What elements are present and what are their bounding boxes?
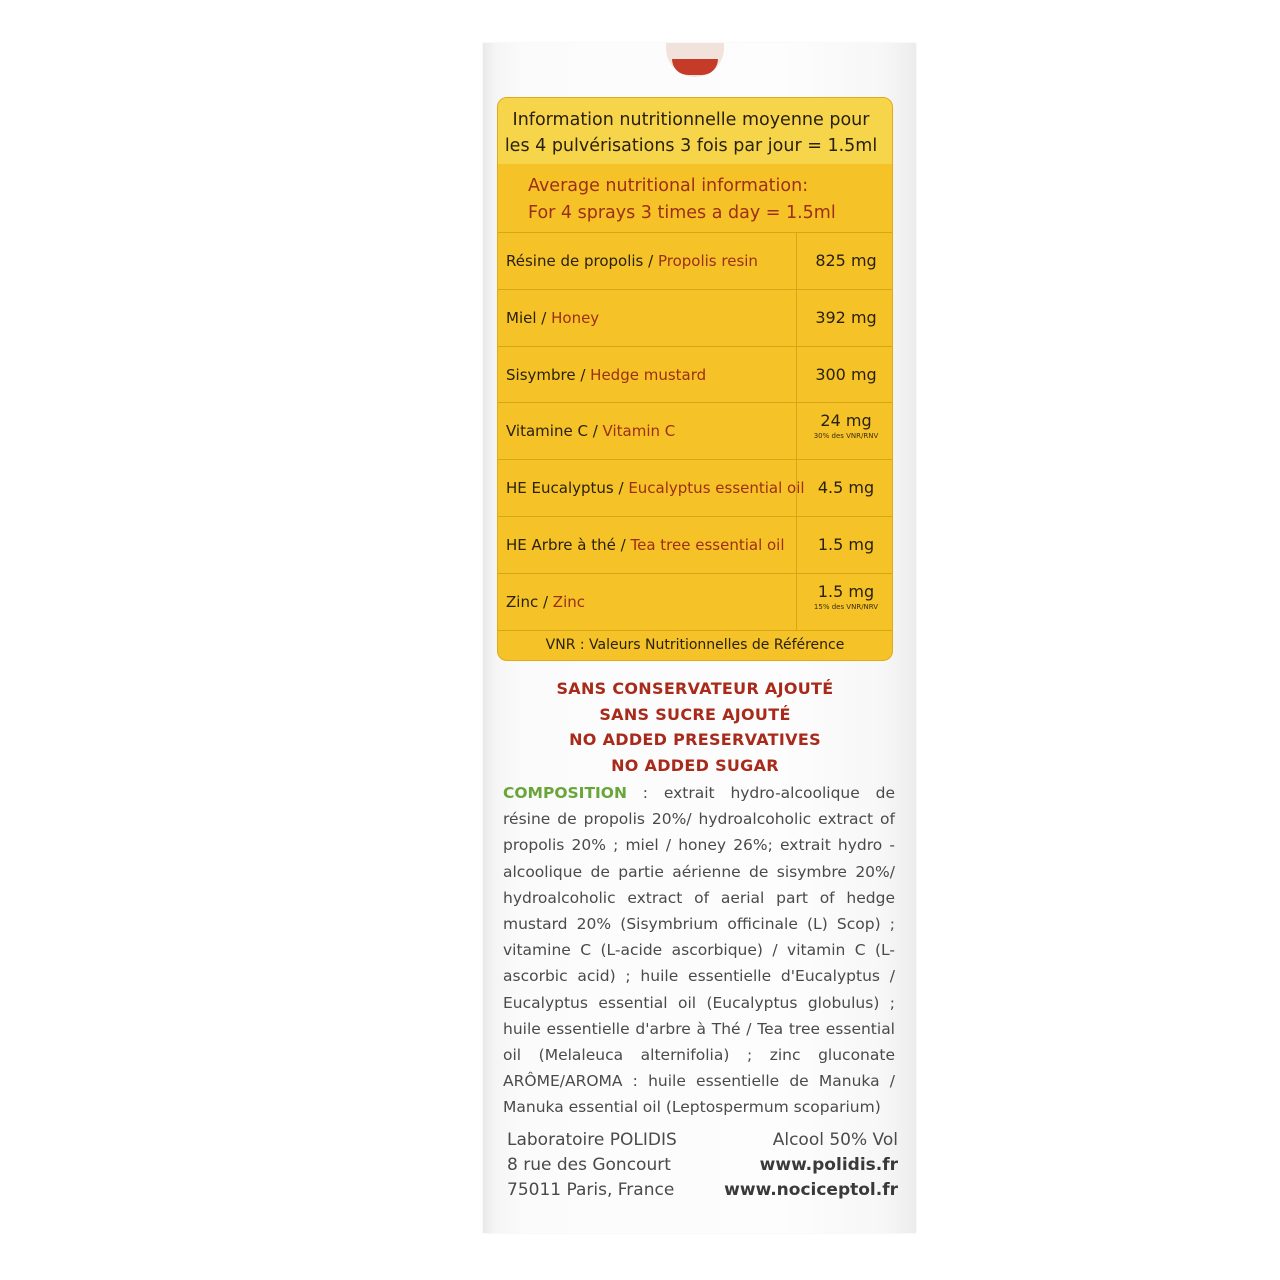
website-url: www.polidis.fr — [759, 1155, 898, 1175]
manufacturer-info — [690, 1128, 898, 1203]
nutrition-footnote: VNR : Valeurs Nutritionnelles de Référence — [545, 637, 845, 653]
lab-name: Laboratoire POLIDIS — [507, 1130, 677, 1150]
nutrient-value: 825 mg — [815, 251, 877, 270]
address-line: 75011 Paris, France — [507, 1180, 675, 1200]
nutrient-value: 392 mg — [815, 308, 877, 327]
nutrition-row — [498, 233, 892, 289]
nutrition-heading-en — [498, 164, 892, 232]
claim-line: SANS SUCRE AJOUTÉ — [599, 704, 791, 724]
nutrient-name: HE Eucalyptus / Eucalyptus essential oil — [506, 479, 805, 497]
nutrition-row — [498, 574, 892, 630]
website-url: www.nociceptol.fr — [724, 1180, 898, 1200]
nutrient-name: Résine de propolis / Propolis resin — [506, 252, 758, 270]
alcohol-content: Alcool 50% Vol — [772, 1130, 898, 1150]
claim-line: NO ADDED PRESERVATIVES — [569, 730, 821, 749]
nutrient-name: Vitamine C / Vitamin C — [506, 422, 676, 440]
claim-line: SANS CONSERVATEUR AJOUTÉ — [556, 679, 834, 698]
nutrition-heading-en-line1: Average nutritional information: — [528, 176, 809, 196]
nutrient-name: HE Arbre à thé / Tea tree essential oil — [506, 536, 785, 554]
nutrient-value: 300 mg — [815, 365, 877, 384]
nutrient-name: Zinc / Zinc — [506, 593, 585, 611]
nutrient-rnv-note: 30% des VNR/RNV — [813, 432, 879, 440]
claim-line: NO ADDED SUGAR — [611, 755, 779, 775]
nutrition-heading-fr: Information nutritionnelle moyenne pour les 4 pulvérisations 3 fois par jour = 1.5ml — [498, 98, 892, 164]
nutrient-name: Miel / Honey — [506, 309, 600, 327]
composition-body: : extrait hydro-alcoolique de résine de propolis 20%/ hydroalcoholic extract of propolis 20% ; miel / honey 26%; extrait hydro - alcoolique de partie aérienne de sisymbre 20%/ hydroalcoholic extract of aerial part of hedge mustard 20% (Sisymbrium officinale (L) Scop) ; vitamine C (L-acide ascorbique) / vitamin C (L-ascorbic acid) ; huile essentielle d'Eucalyptus / Eucalyptus essential oil (Eucalyptus globulus) ; huile essentielle d'arbre à Thé / Tea tree essential oil (Melaleuca alternifolia) ; zinc gluconate ARÔME/AROMA : huile essentielle de Manuka / Manuka essential oil (Leptospermum scoparium) — [503, 784, 895, 1117]
address-line: 8 rue des Goncourt — [507, 1155, 671, 1175]
nutrient-value: 4.5 mg — [817, 478, 875, 497]
nutrient-name: Sisymbre / Hedge mustard — [506, 366, 707, 384]
nutrient-amount: 24 mg — [820, 411, 872, 430]
nutrient-rnv-note: 15% des VNR/NRV — [813, 603, 879, 611]
composition-text — [503, 780, 895, 1121]
nutrient-value — [798, 574, 893, 630]
nutrition-row — [498, 460, 892, 516]
nutrition-panel — [497, 97, 893, 661]
nutrient-amount: 1.5 mg — [817, 582, 875, 601]
nutrient-value: 1.5 mg — [817, 535, 875, 554]
nutrition-heading-en-line2: For 4 sprays 3 times a day = 1.5ml — [528, 203, 836, 223]
nutrition-row — [498, 290, 892, 346]
nutrition-row — [498, 517, 892, 573]
nutrient-value — [798, 403, 893, 459]
nutrition-row — [498, 347, 892, 403]
manufacturer-address — [507, 1128, 707, 1203]
composition-title: COMPOSITION — [503, 784, 627, 802]
nutrition-row — [498, 403, 892, 459]
product-claims — [497, 676, 893, 778]
